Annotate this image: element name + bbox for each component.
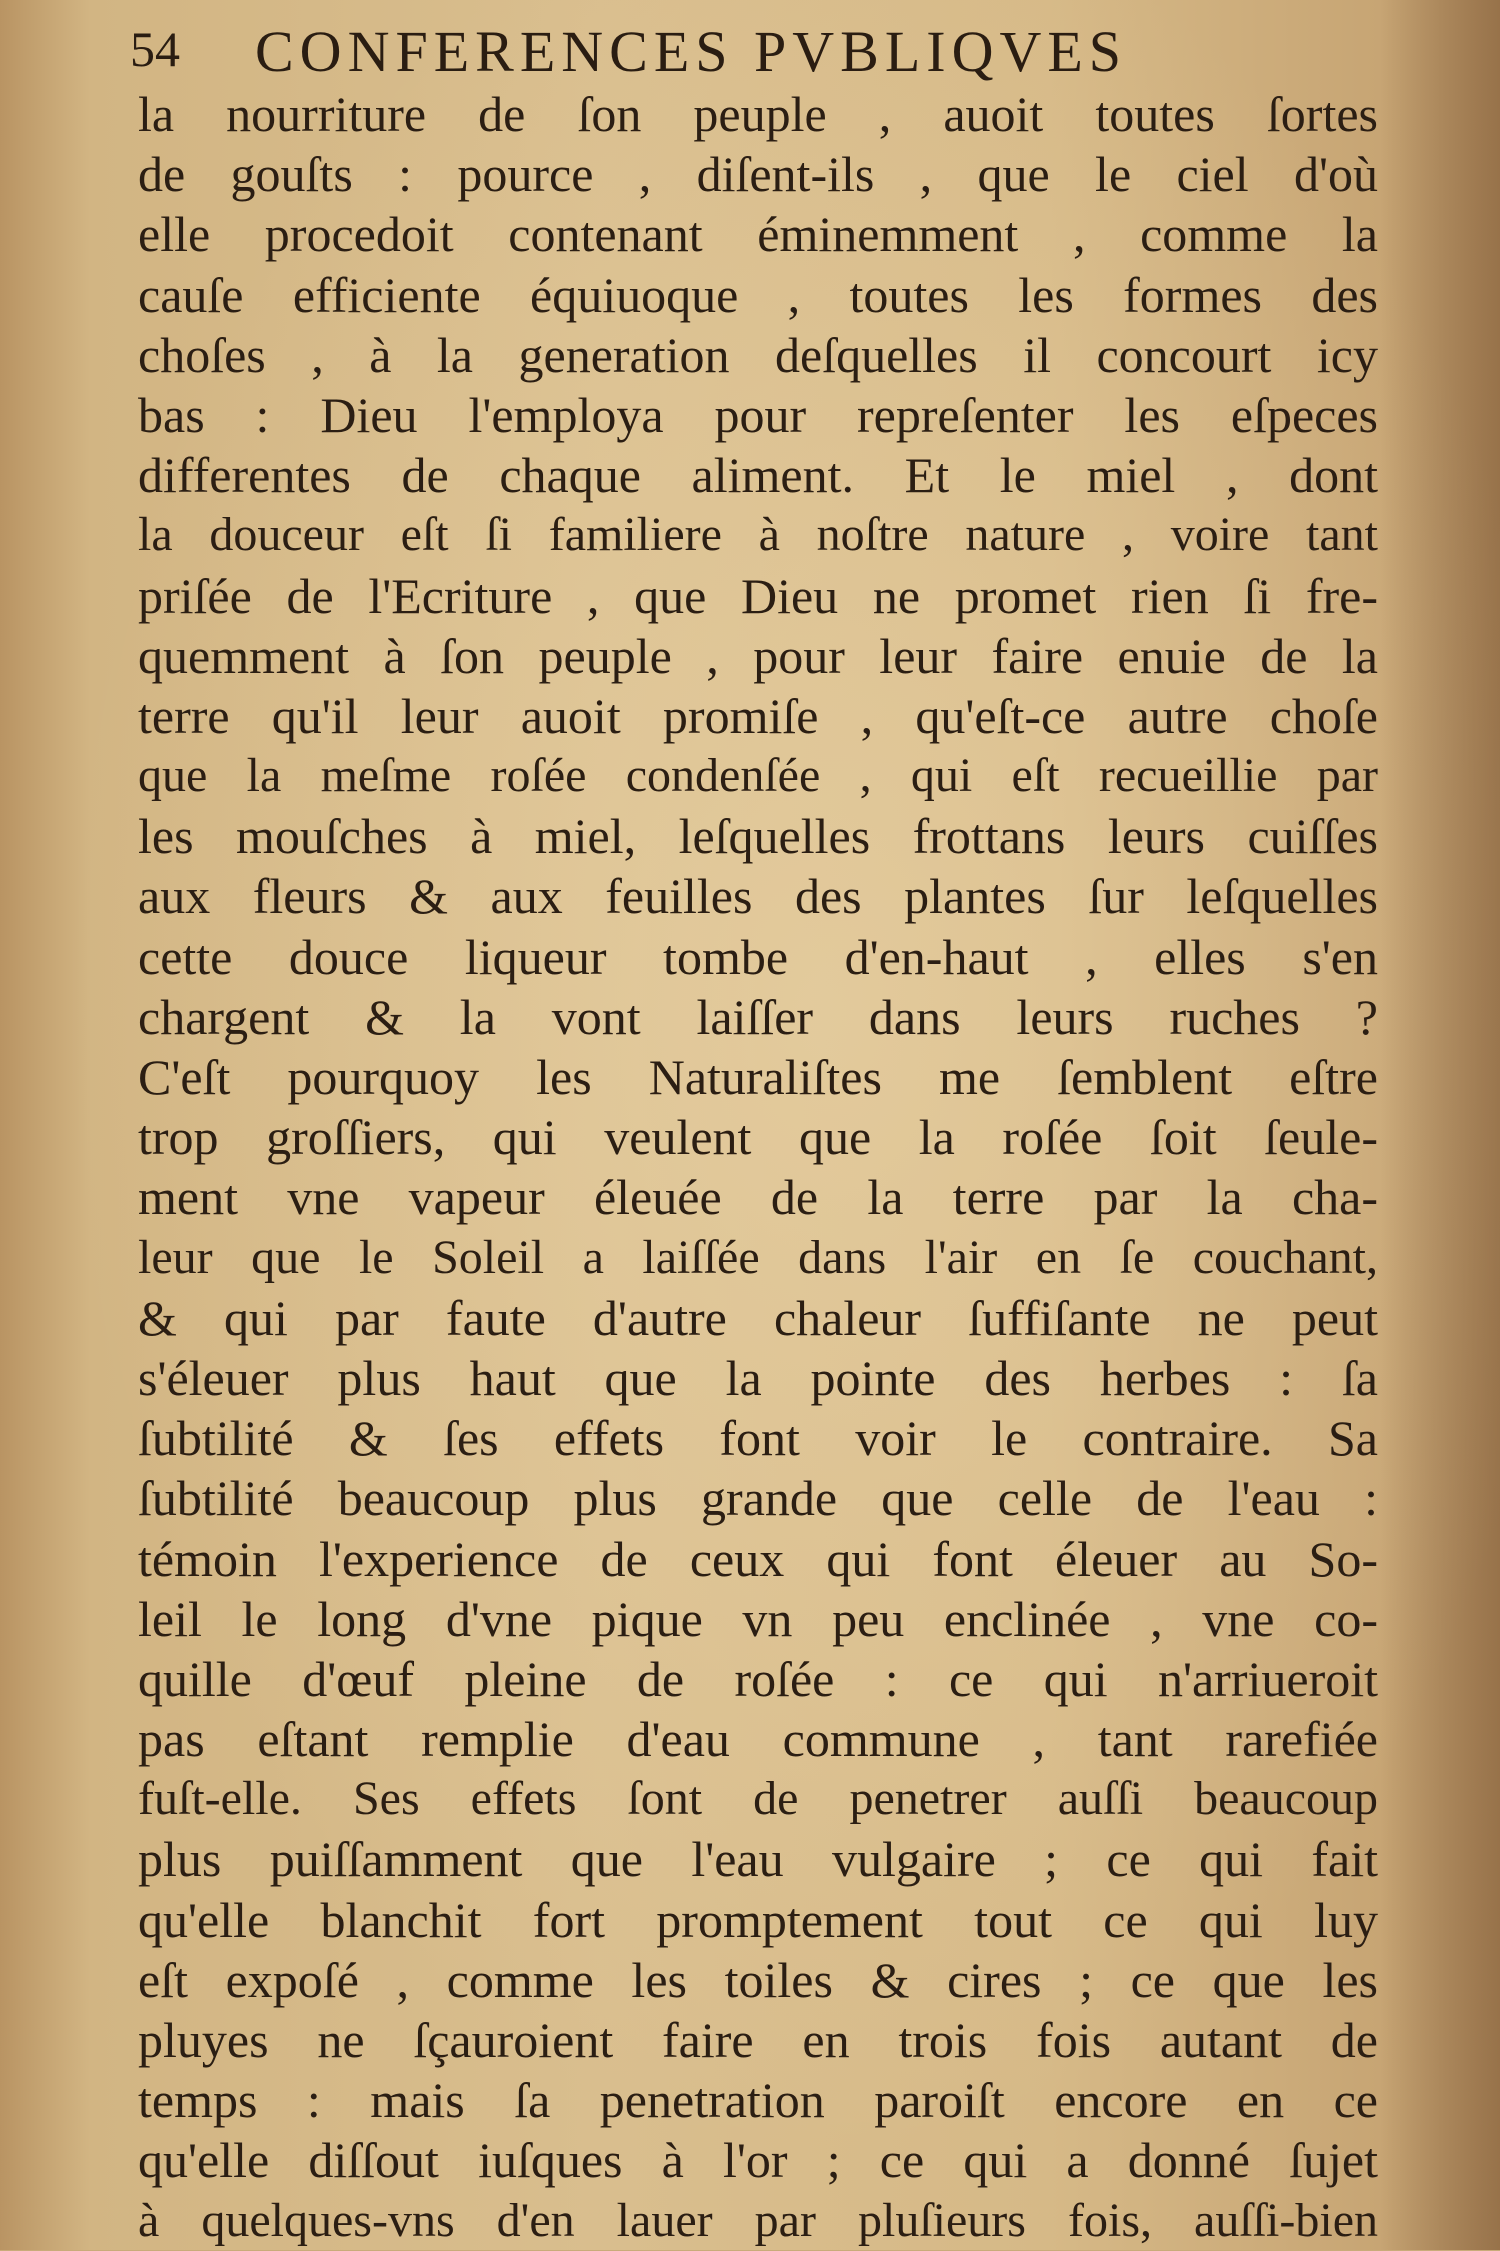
text-line: plus puiſſamment que l'eau vulgaire ; ce qui fait	[138, 1831, 1378, 1888]
text-line: ment vne vapeur éleuée de la terre par la cha-	[138, 1169, 1378, 1226]
text-line: C'eſt pourquoy les Naturaliſtes me ſemblent eſtre	[138, 1049, 1378, 1105]
text-line: cette douce liqueur tombe d'en-haut , elles s'en	[138, 928, 1378, 985]
text-line: ſubtilité beaucoup plus grande que celle de l'eau :	[138, 1470, 1378, 1527]
text-line: aux fleurs & aux feuilles des plantes ſur leſquelles	[138, 868, 1378, 925]
text-line: & qui par faute d'autre chaleur ſuffiſante ne peut	[138, 1289, 1378, 1346]
text-line: que la meſme roſée condenſée , qui eſt recueillie par	[138, 749, 1378, 803]
text-line: quille d'œuf pleine de roſée : ce qui n'arriueroit	[138, 1650, 1378, 1707]
text-line: fuſt-elle. Ses effets ſont de penetrer auſſi beaucoup	[138, 1772, 1378, 1826]
text-line: bas : Dieu l'employa pour repreſenter les eſpeces	[138, 386, 1378, 443]
text-line: pluyes ne ſçauroient faire en trois fois autant de	[138, 2012, 1378, 2068]
text-line: la nourriture de ſon peuple , auoit toutes ſortes	[138, 86, 1378, 142]
text-line: chargent & la vont laiſſer dans leurs ruches ?	[138, 988, 1378, 1045]
text-line: eſt expoſé , comme les toiles & cires ; ce que les	[138, 1951, 1378, 2008]
text-line: differentes de chaque aliment. Et le miel , dont	[138, 447, 1378, 504]
text-line: ſubtilité & ſes effets font voir le contraire. Sa	[138, 1410, 1378, 1467]
text-line: témoin l'experience de ceux qui font éleuer au So-	[138, 1530, 1378, 1587]
text-line: pas eſtant remplie d'eau commune , tant rarefiée	[138, 1711, 1378, 1768]
page-edge-shadow	[1380, 0, 1500, 2250]
text-line: de gouſts : pource , diſent-ils , que le ciel d'où	[138, 146, 1378, 203]
text-line: quemment à ſon peuple , pour leur faire enuie de la	[138, 627, 1378, 684]
text-line: elle procedoit contenant éminemment , comme la	[138, 206, 1378, 263]
text-line: leil le long d'vne pique vn peu enclinée , vne co-	[138, 1590, 1378, 1647]
text-line: terre qu'il leur auoit promiſe , qu'eſt-ce autre choſe	[138, 687, 1378, 744]
text-line: temps : mais ſa penetration paroiſt encore en ce	[138, 2072, 1378, 2129]
text-line: la douceur eſt ſi familiere à noſtre nature , voire tant	[138, 508, 1378, 562]
body-text	[138, 84, 1378, 2251]
text-line: priſée de l'Ecriture , que Dieu ne promet rien ſi fre-	[138, 567, 1378, 624]
page-number: 54	[130, 21, 180, 77]
text-line: choſes , à la generation deſquelles il concourt icy	[138, 326, 1378, 383]
text-line: les mouſches à miel, leſquelles frottans leurs cuiſſes	[138, 808, 1378, 865]
text-line: cauſe efficiente équiuoque , toutes les formes des	[138, 266, 1378, 323]
text-line: à quelques-vns d'en lauer par pluſieurs fois, auſſi-bien	[138, 2193, 1378, 2247]
text-line: trop groſſiers, qui veulent que la roſée ſoit ſeule-	[138, 1109, 1378, 1166]
text-line: qu'elle blanchit fort promptement tout ce qui luy	[138, 1891, 1378, 1948]
text-line: qu'elle diſſout iuſques à l'or ; ce qui a donné ſujet	[138, 2132, 1378, 2189]
running-title: CONFERENCES PVBLIQVES	[255, 19, 1128, 84]
text-line: leur que le Soleil a laiſſée dans l'air en ſe couchant,	[138, 1230, 1378, 1284]
text-line: s'éleuer plus haut que la pointe des herbes : ſa	[138, 1349, 1378, 1406]
